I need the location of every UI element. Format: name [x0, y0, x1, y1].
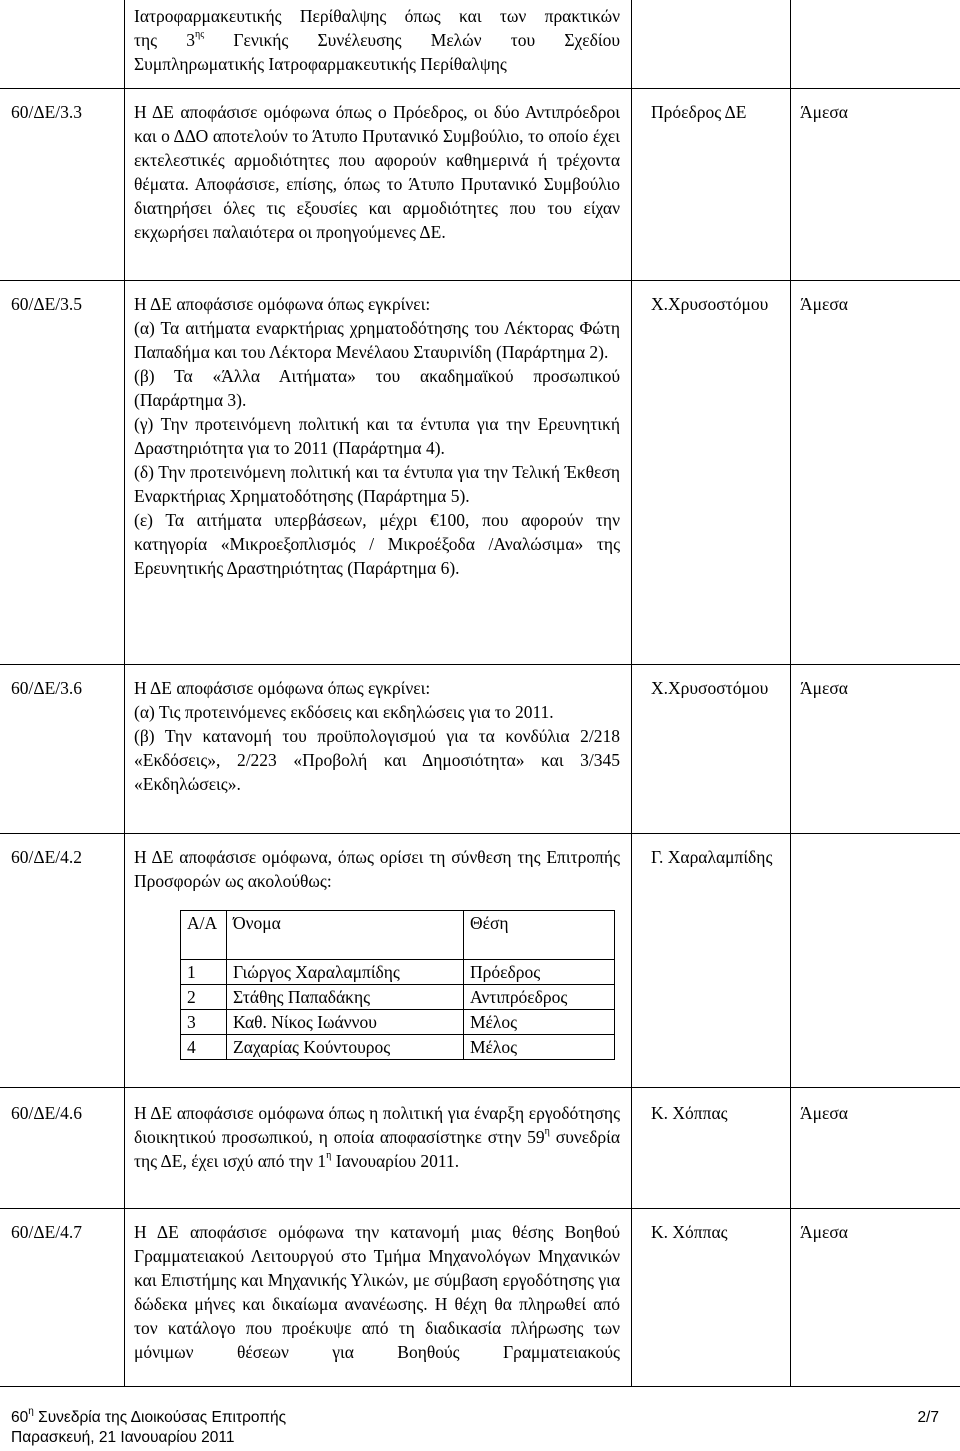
- timing: Άμεσα: [800, 678, 848, 698]
- decision-code: 60/ΔΕ/3.5: [11, 294, 83, 314]
- responsible-person: Χ.Χρυσοστόμου: [651, 678, 769, 698]
- decision-code: 60/ΔΕ/4.6: [11, 1103, 83, 1123]
- table-row-divider: [0, 833, 960, 834]
- committee-row: 2 Στάθης Παπαδάκης Αντιπρόεδρος: [181, 985, 615, 1010]
- decision-text: Η ΔΕ αποφάσισε ομόφωνα όπως ο Πρόεδρος, οι δύο Αντιπρόεδροι και ο ΔΔΟ αποτελούν το Άτυπο Πρυτανικό Συμβούλιο, το οποίο έχει εκτελεστικές αρμοδιότητες που αφορούν καθημερινά ή τρέχοντα θέματα. Αποφάσισε, επίσης, όπως το Άτυπο Πρυτανικό Συμβούλιο διατηρήσει όλες τις εξουσίες και αρμοδιότητες που του είχαν εκχωρήσει παλαιότερα οι προηγούμενες ΔΕ.: [134, 102, 620, 242]
- responsible-person: Χ.Χρυσοστόμου: [651, 294, 769, 314]
- table-col-divider: [631, 0, 632, 1386]
- decision-text: [134, 1101, 620, 1173]
- decision-text-continued: Ιατροφαρμακευτικής Περίθαλψης όπως και των πρακτικών της $3^{\eta\varsigma}$ Γενικής Συνέλευσης Μελών του Σχεδίου Συμπληρωματικής Ιατροφαρμακευτικής Περίθαλψης: [134, 6, 620, 74]
- table-row-divider: [0, 664, 960, 665]
- table-row-divider: [0, 1386, 960, 1387]
- header-role: Θέση: [464, 911, 615, 960]
- committee-row: 3 Καθ. Νίκος Ιωάννου Μέλος: [181, 1010, 615, 1035]
- footer-date: Παρασκευή, 21 Ιανουαρίου 2011: [11, 1429, 235, 1446]
- timing: Άμεσα: [800, 1222, 848, 1242]
- table-row-divider: [0, 88, 960, 89]
- decision-paragraph: Η ΔΕ αποφάσισε ομόφωνα όπως η πολιτική για έναρξη εργοδότησης διοικητικού προσωπικού, η οποία αποφασίστηκε στην $59^\eta$ συνεδρία της ΔΕ, έχει ισχύ από την $1^\eta$ Ιανουαρίου 2011.: [134, 1103, 621, 1171]
- committee-table: [180, 910, 615, 1060]
- timing: Άμεσα: [800, 102, 848, 122]
- header-no: Α/Α: [181, 911, 227, 960]
- committee-header-row: [181, 911, 615, 960]
- page-footer: [11, 1405, 951, 1448]
- decision-text: Η ΔΕ αποφάσισε ομόφωνα, όπως ορίσει τη σύνθεση της Επιτροπής Προσφορών ως ακολούθως:: [134, 847, 620, 891]
- table-row-divider: [0, 1087, 960, 1088]
- decision-code: 60/ΔΕ/3.3: [11, 102, 83, 122]
- responsible-person: Κ. Χόππας: [651, 1103, 728, 1123]
- responsible-person: Πρόεδρος ΔΕ: [651, 102, 747, 122]
- decision-line: της $3^{\eta\varsigma}$ Γενικής Συνέλευσης Μελών του Σχεδίου: [134, 29, 620, 50]
- table-col-divider: [124, 0, 125, 1386]
- decision-code: 60/ΔΕ/4.2: [11, 847, 83, 867]
- header-name: Όνομα: [227, 911, 464, 960]
- decision-code: 60/ΔΕ/3.6: [11, 678, 83, 698]
- page-number: 2/7: [917, 1409, 939, 1426]
- responsible-person: Κ. Χόππας: [651, 1222, 728, 1242]
- committee-row: 4 Ζαχαρίας Κούντουρος Μέλος: [181, 1035, 615, 1060]
- responsible-person: Γ. Χαραλαμπίδης: [651, 847, 773, 867]
- timing: Άμεσα: [800, 294, 848, 314]
- footer-session: $60^\eta$ Συνεδρία της Διοικούσας Επιτροπής: [11, 1405, 287, 1426]
- decision-code: 60/ΔΕ/4.7: [11, 1222, 83, 1242]
- table-row-divider: [0, 280, 960, 281]
- timing: Άμεσα: [800, 1103, 848, 1123]
- decision-text: Η ΔΕ αποφάσισε ομόφωνα την κατανομή μιας θέσης Βοηθού Γραμματειακού Λειτουργού στο Τμήμα Μηχανολόγων Μηχανικών και Επιστήμης και Μηχανικής Υλικών, με σύμβαση εργοδότησης για δώδεκα μήνες και δικαίωμα ανανέωσης. Η θέχη θα πληρωθεί από τον κατάλογο που προέκυψε από τη διαδικασία πλήρωσης των μόνιμων θέσεων για Βοηθούς Γραμματειακούς: [134, 1222, 620, 1362]
- decision-text: Η ΔΕ αποφάσισε ομόφωνα όπως εγκρίνει: (α) Τα αιτήματα εναρκτήριας χρηματοδότησης του Λέκτορας Φώτη Παπαδήμα και του Λέκτορα Μενέλαου Σταυρινίδη (Παράρτημα 2). (β) Τα «Άλλα Αιτήματα» του ακαδημαϊκού προσωπικού (Παράρτημα 3). (γ) Την προτεινόμενη πολιτική και τα έντυπα για την Ερευνητική Δραστηριότητα για το 2011 (Παράρτημα 4). (δ) Την προτεινόμενη πολιτική και τα έντυπα για την Τελική Έκθεση Εναρκτήριας Χρηματοδότησης (Παράρτημα 5). (ε) Τα αιτήματα υπερβάσεων, μέχρι €100, που αφορούν την κατηγορία «Μικροεξοπλισμός / Μικροέξοδα /Αναλώσιμα» της Ερευνητικής Δραστηριότητας (Παράρτημα 6).: [134, 294, 620, 578]
- table-row-divider: [0, 1208, 960, 1209]
- committee-row: 1 Γιώργος Χαραλαμπίδης Πρόεδρος: [181, 960, 615, 985]
- decision-text: Η ΔΕ αποφάσισε ομόφωνα όπως εγκρίνει: (α) Τις προτεινόμενες εκδόσεις και εκδηλώσεις για το 2011. (β) Την κατανομή του προϋπολογισμού για τα κονδύλια 2/218 «Εκδόσεις», 2/223 «Προβολή και Δημοσιότητα» και 3/345 «Εκδηλώσεις».: [134, 678, 620, 794]
